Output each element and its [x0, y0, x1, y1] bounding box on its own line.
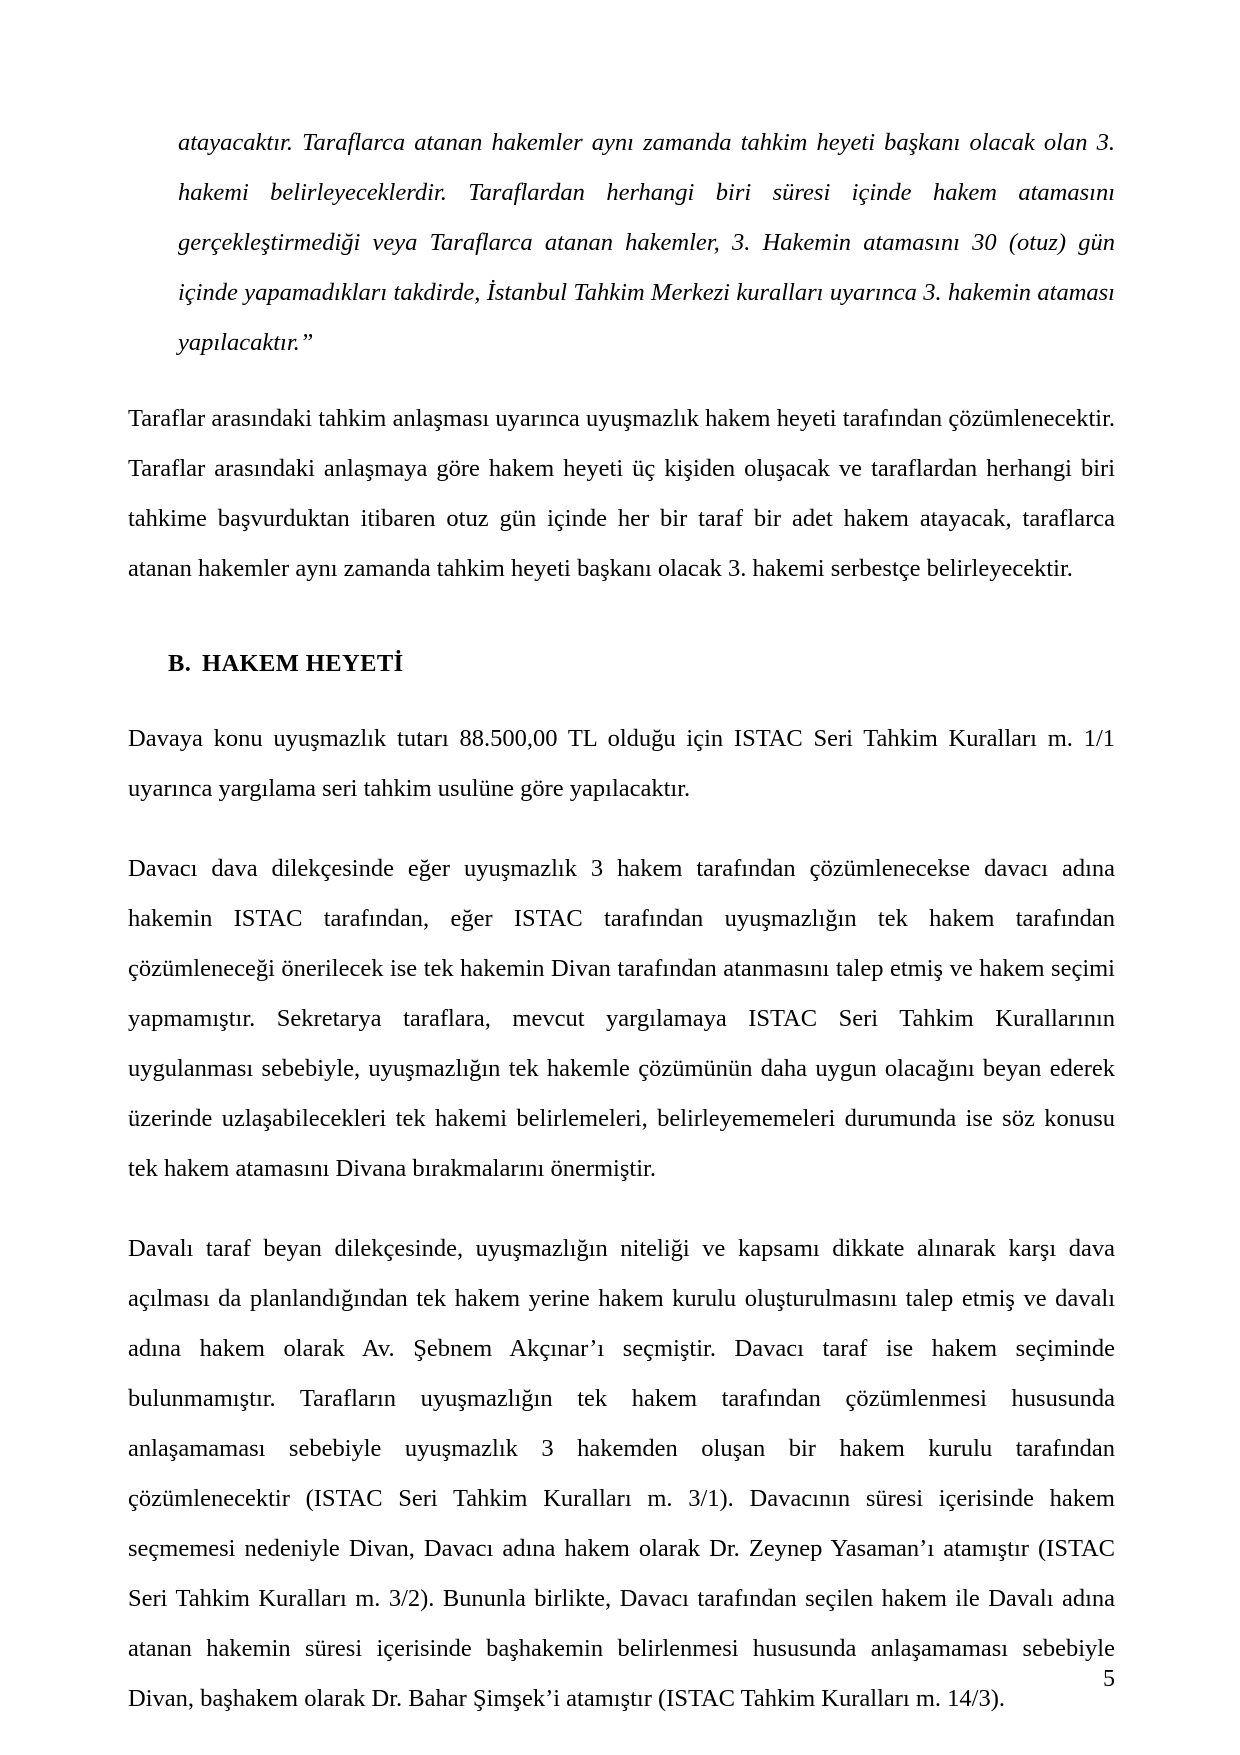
paragraph-taraflar-arasindaki: Taraflar arasındaki tahkim anlaşması uyarınca uyuşmazlık hakem heyeti tarafından çözümlenecektir. Taraflar arasındaki anlaşmaya göre hakem heyeti üç kişiden oluşacak ve taraflardan herhangi biri tahkime başvurduktan itibaren otuz gün içinde her bir taraf bir adet hakem atayacak, taraflarca atanan hakemler aynı zamanda tahkim heyeti başkanı olacak 3. hakemi serbestçe belirleyecektir.	[128, 405, 1115, 582]
section-heading-hakem-heyeti	[128, 644, 1115, 684]
section-heading-letter: B.	[168, 650, 192, 677]
paragraph-davaci-dava-dilekcesinde: Davacı dava dilekçesinde eğer uyuşmazlık 3 hakem tarafından çözümlenecekse davacı adına hakemin ISTAC tarafından, eğer ISTAC tarafından uyuşmazlığın tek hakem tarafından çözümleneceği önerilecek ise tek hakemin Divan tarafından atanmasını talep etmiş ve hakem seçimi yapmamıştır. Sekretarya taraflara, mevcut yargılamaya ISTAC Seri Tahkim Kurallarının uygulanması sebebiyle, uyuşmazlığın tek hakemle çözümünün daha uygun olacağını beyan ederek üzerinde uzlaşabilecekleri tek hakemi belirlemeleri, belirleyememeleri durumunda ise söz konusu tek hakem atamasını Divana bırakmalarını önermiştir.	[128, 855, 1115, 1182]
paragraph-davali-taraf-beyan: Davalı taraf beyan dilekçesinde, uyuşmazlığın niteliği ve kapsamı dikkate alınarak karşı dava açılması da planlandığından tek hakem yerine hakem kurulu oluşturulmasını talep etmiş ve davalı adına hakem olarak Av. Şebnem Akçınar’ı seçmiştir. Davacı taraf ise hakem seçiminde bulunmamıştır. Tarafların uyuşmazlığın tek hakem tarafından çözümlenmesi hususunda anlaşamaması sebebiyle uyuşmazlık 3 hakemden oluşan bir hakem kurulu tarafından çözümlenecektir (ISTAC Seri Tahkim Kuralları m. 3/1). Davacının süresi içerisinde hakem seçmemesi nedeniyle Divan, Davacı adına hakem olarak Dr. Zeynep Yasaman’ı atamıştır (ISTAC Seri Tahkim Kuralları m. 3/2). Bununla birlikte, Davacı tarafından seçilen hakem ile Davalı adına atanan hakemin süresi içerisinde başhakemin belirlenmesi hususunda anlaşamaması sebebiyle Divan, başhakem olarak Dr. Bahar Şimşek’i atamıştır (ISTAC Tahkim Kuralları m. 14/3).	[128, 1235, 1115, 1712]
paragraph-davaya-konu: Davaya konu uyuşmazlık tutarı 88.500,00 TL olduğu için ISTAC Seri Tahkim Kuralları m. 1/1 uyarınca yargılama seri tahkim usulüne göre yapılacaktır.	[128, 725, 1115, 802]
page-number: 5	[1103, 1666, 1115, 1692]
section-heading-title: HAKEM HEYETİ	[202, 650, 404, 677]
quoted-arbitration-clause: atayacaktır. Taraflarca atanan hakemler aynı zamanda tahkim heyeti başkanı olacak olan 3. hakemi belirleyeceklerdir. Taraflardan herhangi biri süresi içinde hakem atamasını gerçekleştirmediği veya Taraflarca atanan hakemler, 3. Hakemin atamasını 30 (otuz) gün içinde yapamadıkları takdirde, İstanbul Tahkim Merkezi kuralları uyarınca 3. hakemin ataması yapılacaktır.”	[178, 129, 1115, 356]
